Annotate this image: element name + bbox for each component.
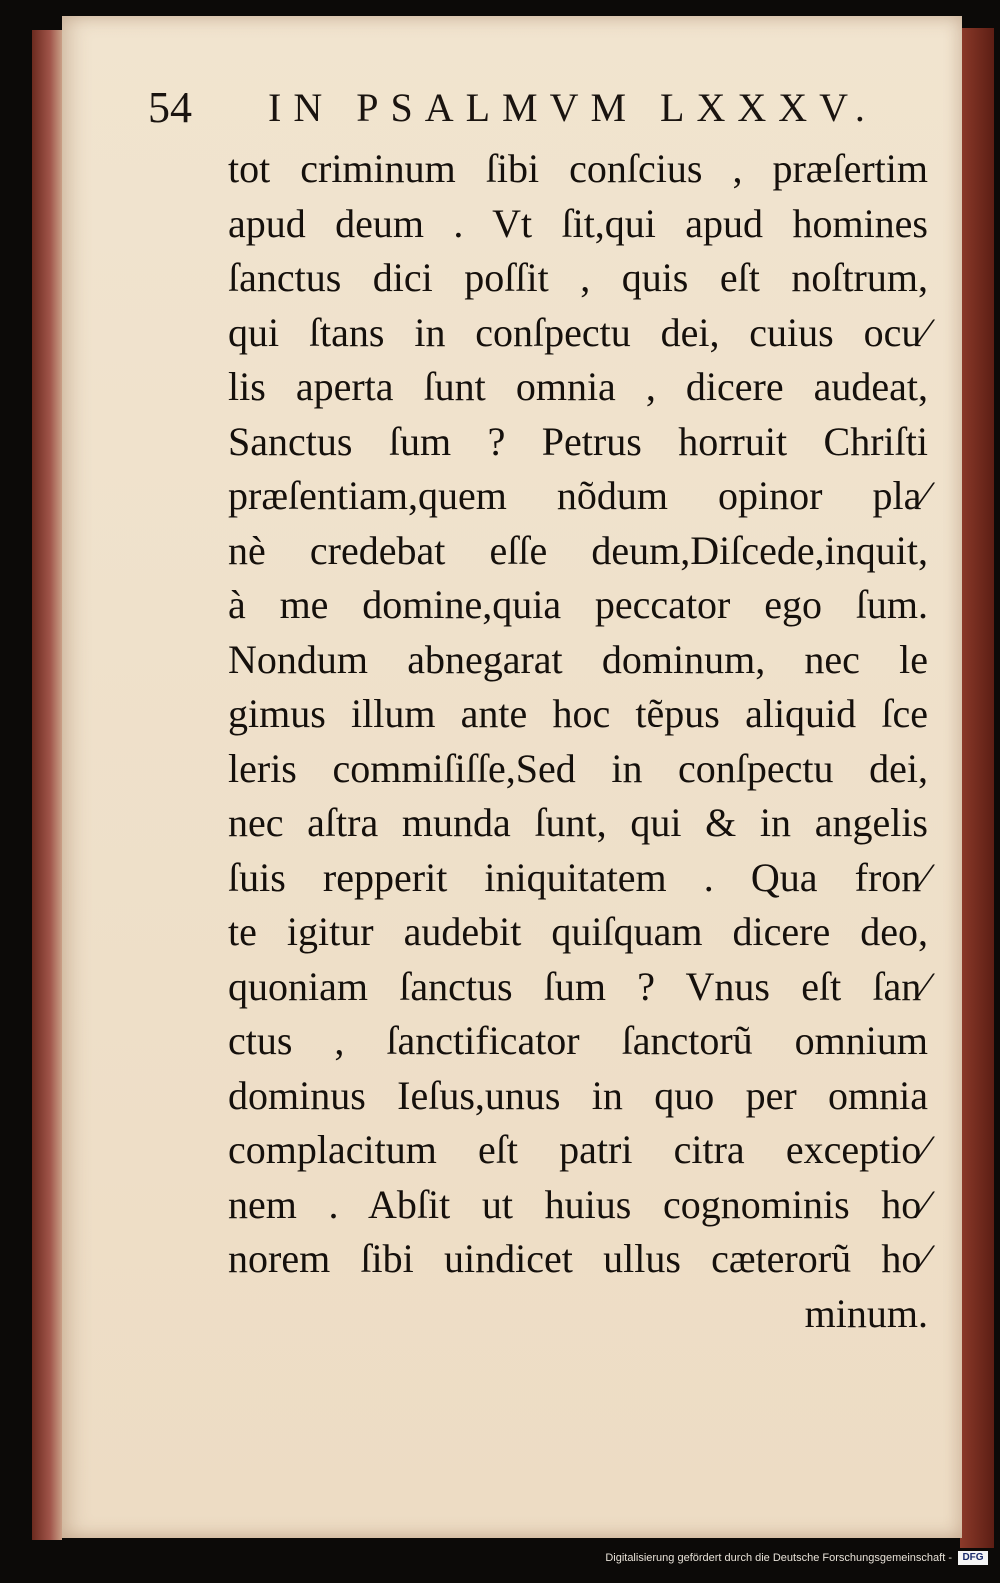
page-header <box>148 80 908 136</box>
text-line: dominus Ieſus,unus in quo per omnia <box>228 1072 928 1118</box>
page-edge-left <box>32 30 62 1540</box>
text-line: lis aperta ſunt omnia , dicere audeat, <box>228 364 928 409</box>
text-line: quoniam ſanctus ſum ? Vnus eſt ſan⁄ <box>228 963 928 1009</box>
text-line-catchword: minum. <box>804 1290 928 1336</box>
text-line: complacitum eſt patri citra exceptio⁄ <box>228 1127 928 1172</box>
text-line: Sanctus ſum ? Petrus horruit Chriſti <box>228 418 928 464</box>
text-line: qui ſtans in conſpectu dei, cuius ocu⁄ <box>228 309 928 355</box>
text-line: præſentiam,quem nõdum opinor pla⁄ <box>228 473 928 518</box>
text-line: te igitur audebit quiſquam dicere deo, <box>228 909 928 954</box>
text-line: gimus illum ante hoc tẽpus aliquid ſce <box>228 691 928 736</box>
text-line: nè credebat eſſe deum,Diſcede,inquit, <box>228 527 928 573</box>
page-number: 54 <box>148 83 192 132</box>
text-line: nem . Abſit ut huius cognominis ho⁄ <box>228 1181 928 1227</box>
text-line: norem ſibi uindicet ullus cæterorũ ho⁄ <box>228 1236 928 1281</box>
text-line: ctus , ſanctificator ſanctorũ omnium <box>228 1018 928 1063</box>
book-edge-right <box>960 28 994 1548</box>
text-line: apud deum . Vt ſit,qui apud homines <box>228 200 928 246</box>
text-line: nec aſtra munda ſunt, qui & in angelis <box>228 800 928 845</box>
running-head: IN PSALMVM LXXXV. <box>268 85 877 130</box>
text-line: ſuis repperit iniquitatem . Qua fron⁄ <box>228 854 928 900</box>
footer-credit: Digitalisierung gefördert durch die Deutsche Forschungsgemeinschaft - <box>605 1552 952 1564</box>
text-line: Nondum abnegarat dominum, nec le <box>228 636 928 682</box>
text-line: tot criminum ſibi conſcius , præſertim <box>228 146 928 191</box>
text-line: à me domine,quia peccator ego ſum. <box>228 582 928 627</box>
text-line: leris commiſiſſe,Sed in conſpectu dei, <box>228 745 928 791</box>
dfg-logo: DFG <box>958 1551 988 1565</box>
text-line: ſanctus dici poſſit , quis eſt noſtrum, <box>228 255 928 300</box>
body-text <box>228 142 928 1341</box>
